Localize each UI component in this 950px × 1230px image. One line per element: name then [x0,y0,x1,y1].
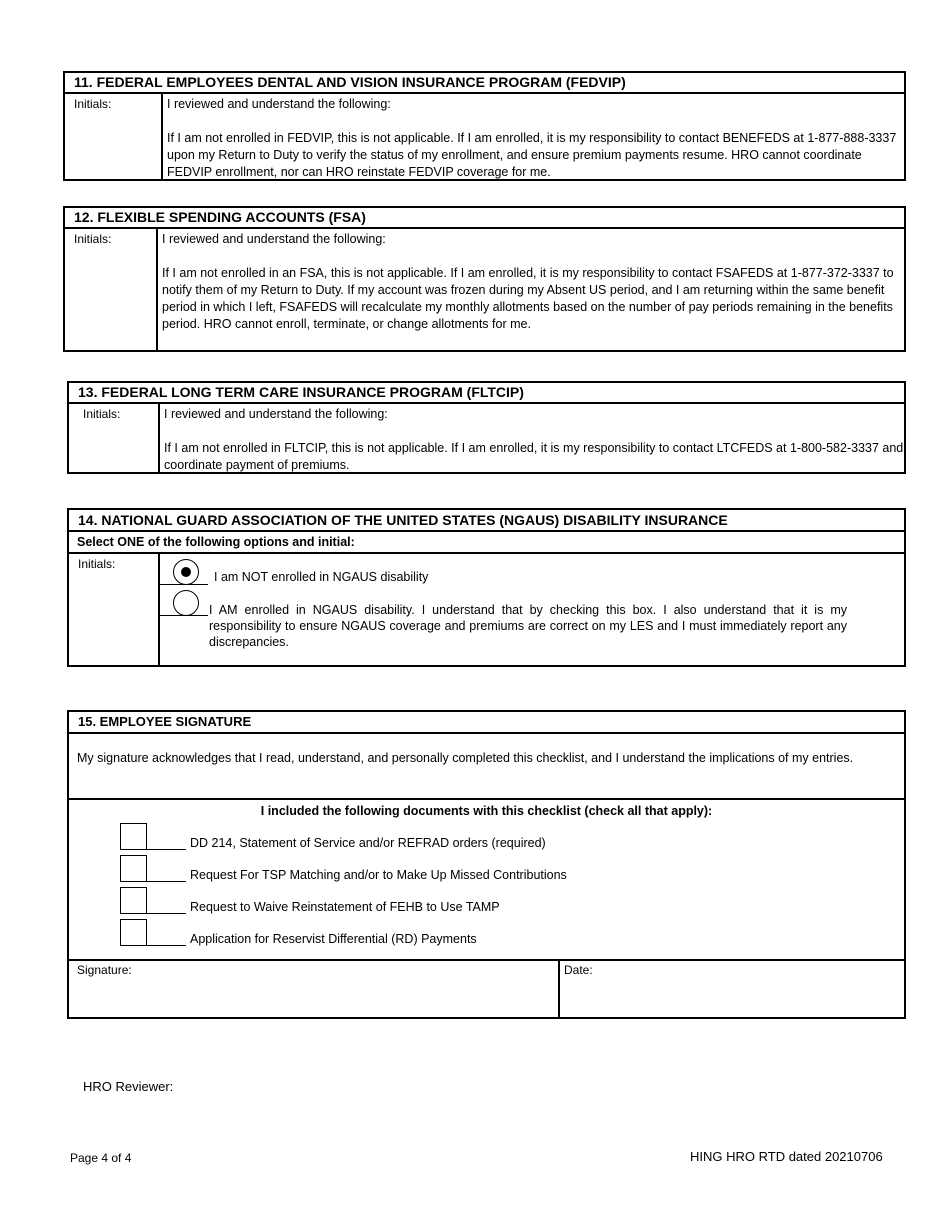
signature-field[interactable] [69,961,560,1019]
document-item: Request to Waive Reinstatement of FEHB to Use TAMP [190,900,500,914]
section-12-intro: I reviewed and understand the following: [162,232,386,246]
checkbox-line [120,849,186,850]
initials-line [160,584,208,585]
document-item: DD 214, Statement of Service and/or REFRAD orders (required) [190,836,546,850]
initials-label: Initials: [74,97,112,111]
section-12-title: 12. FLEXIBLE SPENDING ACCOUNTS (FSA) [65,208,904,229]
checkbox-line [120,881,186,882]
section-11-body: If I am not enrolled in FEDVIP, this is not applicable. If I am enrolled, it is my responsibility to contact BENEFEDS at 1-877-888-3337 upon my Return to Duty to verify the status of my enrollment, and ensure premium payments resume. HRO cannot coordinate FEDVIP enrollment, nor can HRO reinstate FEDVIP coverage for me. [167,131,897,179]
signature-label: Signature: [77,963,132,977]
option-not-enrolled-radio[interactable] [173,559,199,585]
document-item: Application for Reservist Differential (RD) Payments [190,932,477,946]
initials-field-12[interactable] [65,229,158,352]
hro-reviewer-label: HRO Reviewer: [83,1079,174,1094]
section-13-body: If I am not enrolled in FLTCIP, this is not applicable. If I am enrolled, it is my responsibility to contact LTCFEDS at 1-800-582-3337 and coordinate payment of premiums. [164,441,904,472]
section-11-fedvip [63,71,906,181]
section-13-fltcip [67,381,906,474]
checkbox-line [120,945,186,946]
section-13-intro: I reviewed and understand the following: [164,407,388,421]
option-enrolled-radio[interactable] [173,590,199,616]
initials-label: Initials: [74,232,112,246]
form-identifier: HING HRO RTD dated 20210706 [690,1149,883,1164]
initials-field-14[interactable] [69,554,160,665]
section-12-fsa [63,206,906,352]
section-14-subtitle: Select ONE of the following options and initial: [69,532,904,554]
document-item: Request For TSP Matching and/or to Make Up Missed Contributions [190,868,567,882]
initials-label: Initials: [78,557,116,571]
radio-selected-dot [181,567,191,577]
date-label: Date: [564,963,593,977]
initials-label: Initials: [83,407,121,421]
section-15-signature [67,710,906,1019]
section-14-ngaus [67,508,906,667]
acknowledgement-text: My signature acknowledges that I read, understand, and personally completed this checklist, and I understand the implications of my entries. [69,734,904,800]
section-11-title: 11. FEDERAL EMPLOYEES DENTAL AND VISION INSURANCE PROGRAM (FEDVIP) [65,73,904,94]
document-checkbox[interactable] [120,919,147,946]
initials-line [160,615,208,616]
documents-heading: I included the following documents with this checklist (check all that apply): [260,804,713,818]
section-14-title: 14. NATIONAL GUARD ASSOCIATION OF THE UNITED STATES (NGAUS) DISABILITY INSURANCE [69,510,904,532]
section-12-body: If I am not enrolled in an FSA, this is not applicable. If I am enrolled, it is my responsibility to contact FSAFEDS at 1-877-372-3337 to notify them of my Return to Duty. If my account was frozen during my Absent US period, and I am returning within the same benefit period in which I left, FSAFEDS will recalculate my monthly allotments based on the number of pay periods remaining in the benefits period. HRO cannot enroll, terminate, or change allotments for me. [162,266,894,331]
initials-field-11[interactable] [65,94,163,181]
section-11-intro: I reviewed and understand the following: [167,97,391,111]
document-checkbox[interactable] [120,823,147,850]
page-number: Page 4 of 4 [70,1151,132,1165]
section-13-title: 13. FEDERAL LONG TERM CARE INSURANCE PROGRAM (FLTCIP) [69,383,904,404]
option-enrolled-label: I AM enrolled in NGAUS disability. I understand that by checking this box. I also understand that it is my responsibility to ensure NGAUS coverage and premiums are correct on my LES and I must immediately report any discrepancies. [209,603,847,649]
section-15-title: 15. EMPLOYEE SIGNATURE [69,712,904,734]
document-checkbox[interactable] [120,887,147,914]
document-checkbox[interactable] [120,855,147,882]
checkbox-line [120,913,186,914]
option-not-enrolled-label: I am NOT enrolled in NGAUS disability [214,570,429,584]
initials-field-13[interactable] [69,404,160,474]
date-field[interactable] [560,961,904,1019]
